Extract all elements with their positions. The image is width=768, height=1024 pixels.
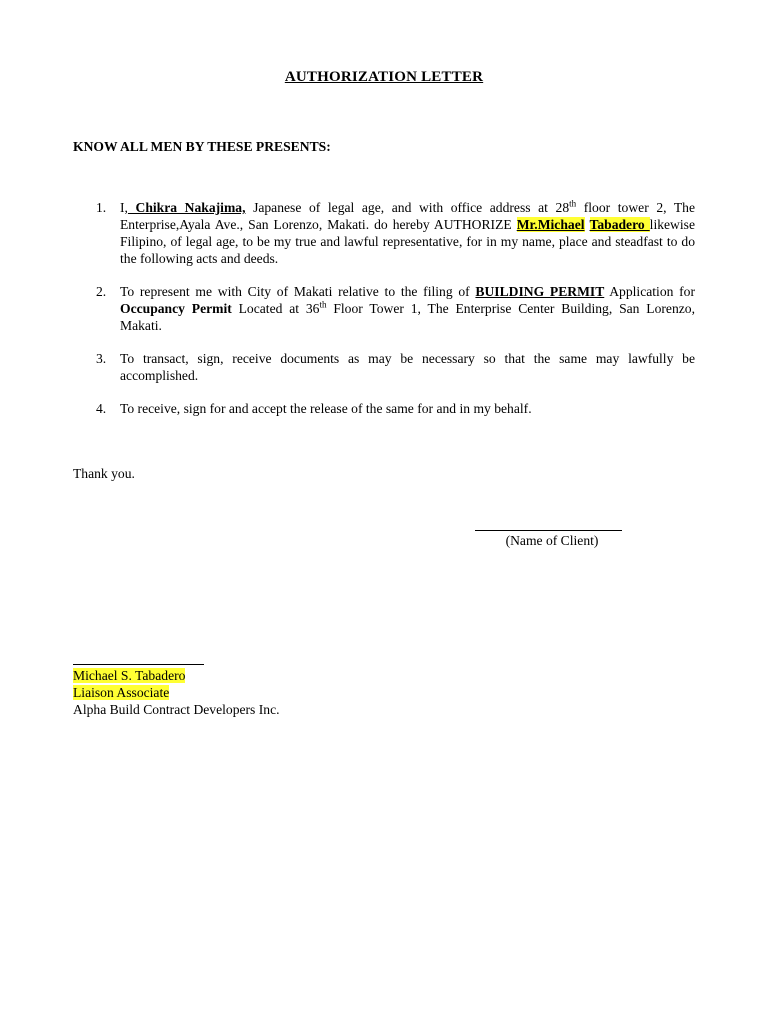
representative-name-last: Tabadero [589, 217, 650, 232]
item-text-part: Application for [604, 284, 695, 299]
list-item-2 [73, 283, 695, 334]
item-number: 4. [96, 401, 107, 416]
item-text-part: To represent me with City of Makati relative to the filing of [120, 284, 476, 299]
representative-name-first: Mr.Michael [516, 217, 585, 232]
item-text-part: Japanese of legal age, and with office address at 28 [245, 200, 570, 215]
list-item-4 [73, 400, 695, 417]
signatory-company: Alpha Build Contract Developers Inc. [73, 702, 280, 717]
item-text-part: I, [120, 200, 128, 215]
item-text: To transact, sign, receive documents as may be necessary so that the same may lawfully be accomplished. [120, 351, 695, 383]
signatory-signature-line [73, 664, 204, 665]
item-text-part: floor tower 2, The Enterprise,Ayala Ave., San Lorenzo, Makati. do hereby AUTHORIZE [120, 200, 695, 232]
item-number: 1. [96, 200, 107, 215]
signatory-position: Liaison Associate [73, 685, 170, 700]
signatory-block [73, 667, 280, 718]
occupancy-permit-label: Occupancy Permit [120, 301, 232, 316]
document-title: AUTHORIZATION LETTER [284, 69, 484, 85]
item-text [120, 283, 695, 334]
salutation: KNOW ALL MEN BY THESE PRESENTS: [73, 139, 331, 154]
item-text [120, 199, 695, 267]
ordinal-suffix: th [569, 198, 577, 209]
ordinal-suffix: th [319, 299, 327, 310]
client-name-label: (Name of Client) [505, 533, 599, 548]
item-text-part: likewise Filipino, of legal age, to be my true and lawful representative, for in my name, place and steadfast to do the following acts and deeds. [120, 217, 695, 266]
list-item-3 [73, 350, 695, 384]
item-text-part: Floor Tower 1, The Enterprise Center Building, San Lorenzo, Makati. [120, 301, 695, 333]
list-item-1 [73, 199, 695, 267]
principal-name: Chikra Nakajima, [127, 200, 246, 215]
item-number: 2. [96, 284, 107, 299]
signatory-name: Michael S. Tabadero [73, 668, 186, 683]
closing-text: Thank you. [73, 466, 135, 481]
item-number: 3. [96, 351, 107, 366]
item-text-part: Located at 36 [231, 301, 320, 316]
numbered-list [73, 199, 695, 433]
building-permit-label: BUILDING PERMIT [475, 284, 605, 299]
client-signature-line [475, 530, 622, 531]
item-text: To receive, sign for and accept the release of the same for and in my behalf. [120, 401, 532, 416]
